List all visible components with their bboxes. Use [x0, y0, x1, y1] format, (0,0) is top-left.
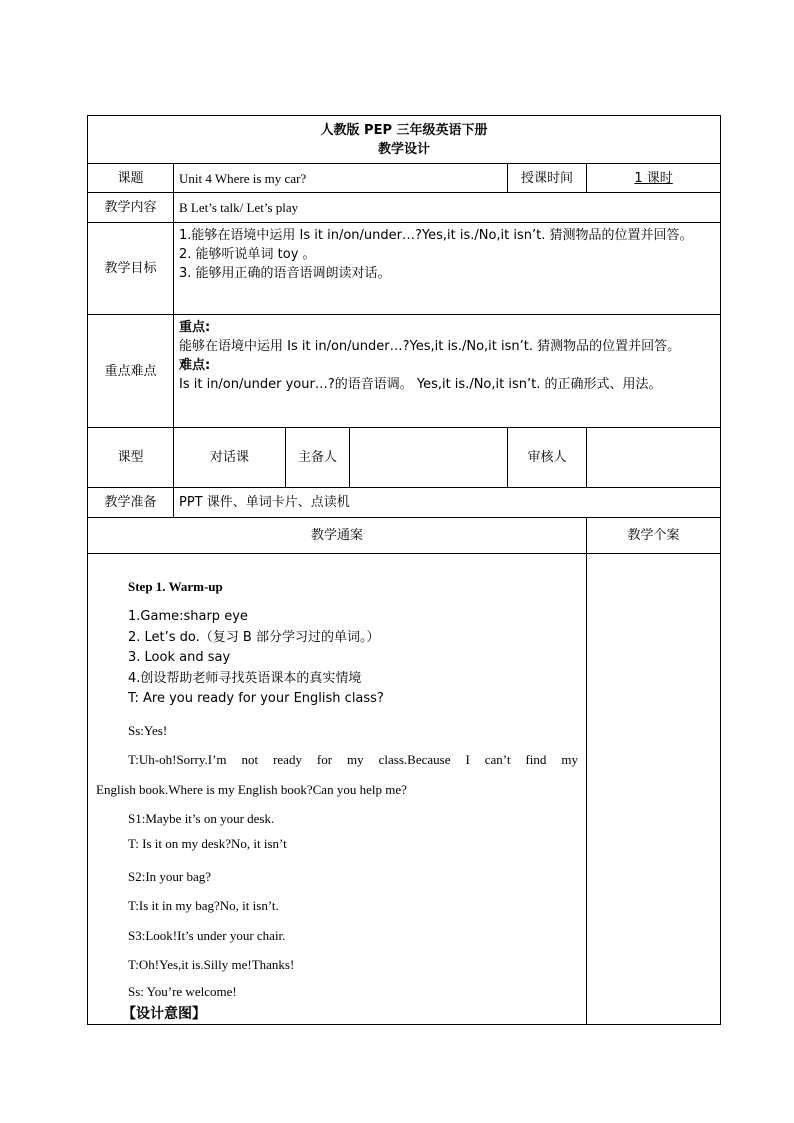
goal-line-2: 2. 能够听说单词 toy 。 [179, 247, 316, 262]
personal-plan-header: 教学个案 [587, 518, 721, 554]
dialogue-line-4: S1:Maybe it’s on your desk. [128, 811, 275, 826]
title-line-1: 人教版 PEP 三年级英语下册 [320, 122, 488, 138]
topic-value: Unit 4 Where is my car? [174, 164, 508, 193]
class-time-value [587, 164, 721, 193]
key-points-label: 重点难点 [88, 315, 174, 428]
dialogue-line-3: English book.Where is my English book?Can you help me? [96, 781, 407, 797]
common-plan-cell [88, 554, 587, 1025]
dialogue-line-2: T:Uh-oh!Sorry.I’m not ready for my class.Because I can’t find my [128, 752, 578, 767]
goals-label: 教学目标 [88, 223, 174, 315]
design-intent-heading: 【设计意图】 [122, 1005, 206, 1022]
key-text: 能够在语境中运用 Is it in/on/under…?Yes,it is./No,it isn’t. 猜测物品的位置并回答。 [179, 339, 681, 354]
step-item-2: 2. Let’s do.（复习 B 部分学习过的单词。） [128, 629, 380, 645]
step-item-5: T: Are you ready for your English class? [128, 691, 384, 706]
dialogue [96, 716, 578, 1004]
dialogue-line-9: T:Oh!Yes,it is.Silly me!Thanks! [128, 957, 295, 972]
content-label: 教学内容 [88, 193, 174, 223]
title-line-2: 教学设计 [378, 141, 431, 157]
difficulty-title: 难点: [179, 358, 211, 373]
step-items [96, 607, 578, 710]
step-item-4: 4.创设帮助老师寻找英语课本的真实情境 [128, 670, 362, 686]
personal-plan-cell [587, 554, 721, 1025]
class-time-label: 授课时间 [508, 164, 587, 193]
reviewer-label: 审核人 [508, 428, 587, 488]
dialogue-line-1: Ss:Yes! [128, 722, 168, 738]
document-title [88, 116, 721, 164]
preparer-value [350, 428, 508, 488]
dialogue-line-5: T: Is it on my desk?No, it isn’t [128, 835, 287, 851]
key-points-cell [174, 315, 721, 428]
class-time-text: 1 课时 [634, 170, 673, 186]
dialogue-line-7: T:Is it in my bag?No, it isn’t. [128, 898, 279, 913]
reviewer-value [587, 428, 721, 488]
goal-line-3: 3. 能够用正确的语音语调朗读对话。 [179, 266, 391, 281]
key-title: 重点: [179, 320, 211, 335]
step-title: Step 1. Warm-up [128, 579, 223, 594]
dialogue-line-6: S2:In your bag? [128, 868, 212, 884]
goals-cell [174, 223, 721, 315]
common-plan-header: 教学通案 [88, 518, 587, 554]
lesson-type-label: 课型 [88, 428, 174, 488]
dialogue-line-8: S3:Look!It’s under your chair. [128, 927, 286, 943]
preparation-value: PPT 课件、单词卡片、点读机 [174, 488, 721, 518]
content-value: B Let’s talk/ Let’s play [174, 193, 721, 223]
preparer-label: 主备人 [286, 428, 350, 488]
goal-line-1: 1.能够在语境中运用 Is it in/on/under…?Yes,it is./No,it isn’t. 猜测物品的位置并回答。 [179, 228, 693, 243]
step-item-1: 1.Game:sharp eye [128, 609, 248, 624]
preparation-label: 教学准备 [88, 488, 174, 518]
step-item-3: 3. Look and say [128, 650, 231, 665]
lesson-type-value: 对话课 [174, 428, 286, 488]
difficulty-text: Is it in/on/under your…?的语音语调。 Yes,it is./No,it isn’t. 的正确形式、用法。 [179, 377, 662, 392]
topic-label: 课题 [88, 164, 174, 193]
lesson-plan-table [87, 115, 721, 1025]
dialogue-line-10: Ss: You’re welcome! [128, 983, 237, 999]
